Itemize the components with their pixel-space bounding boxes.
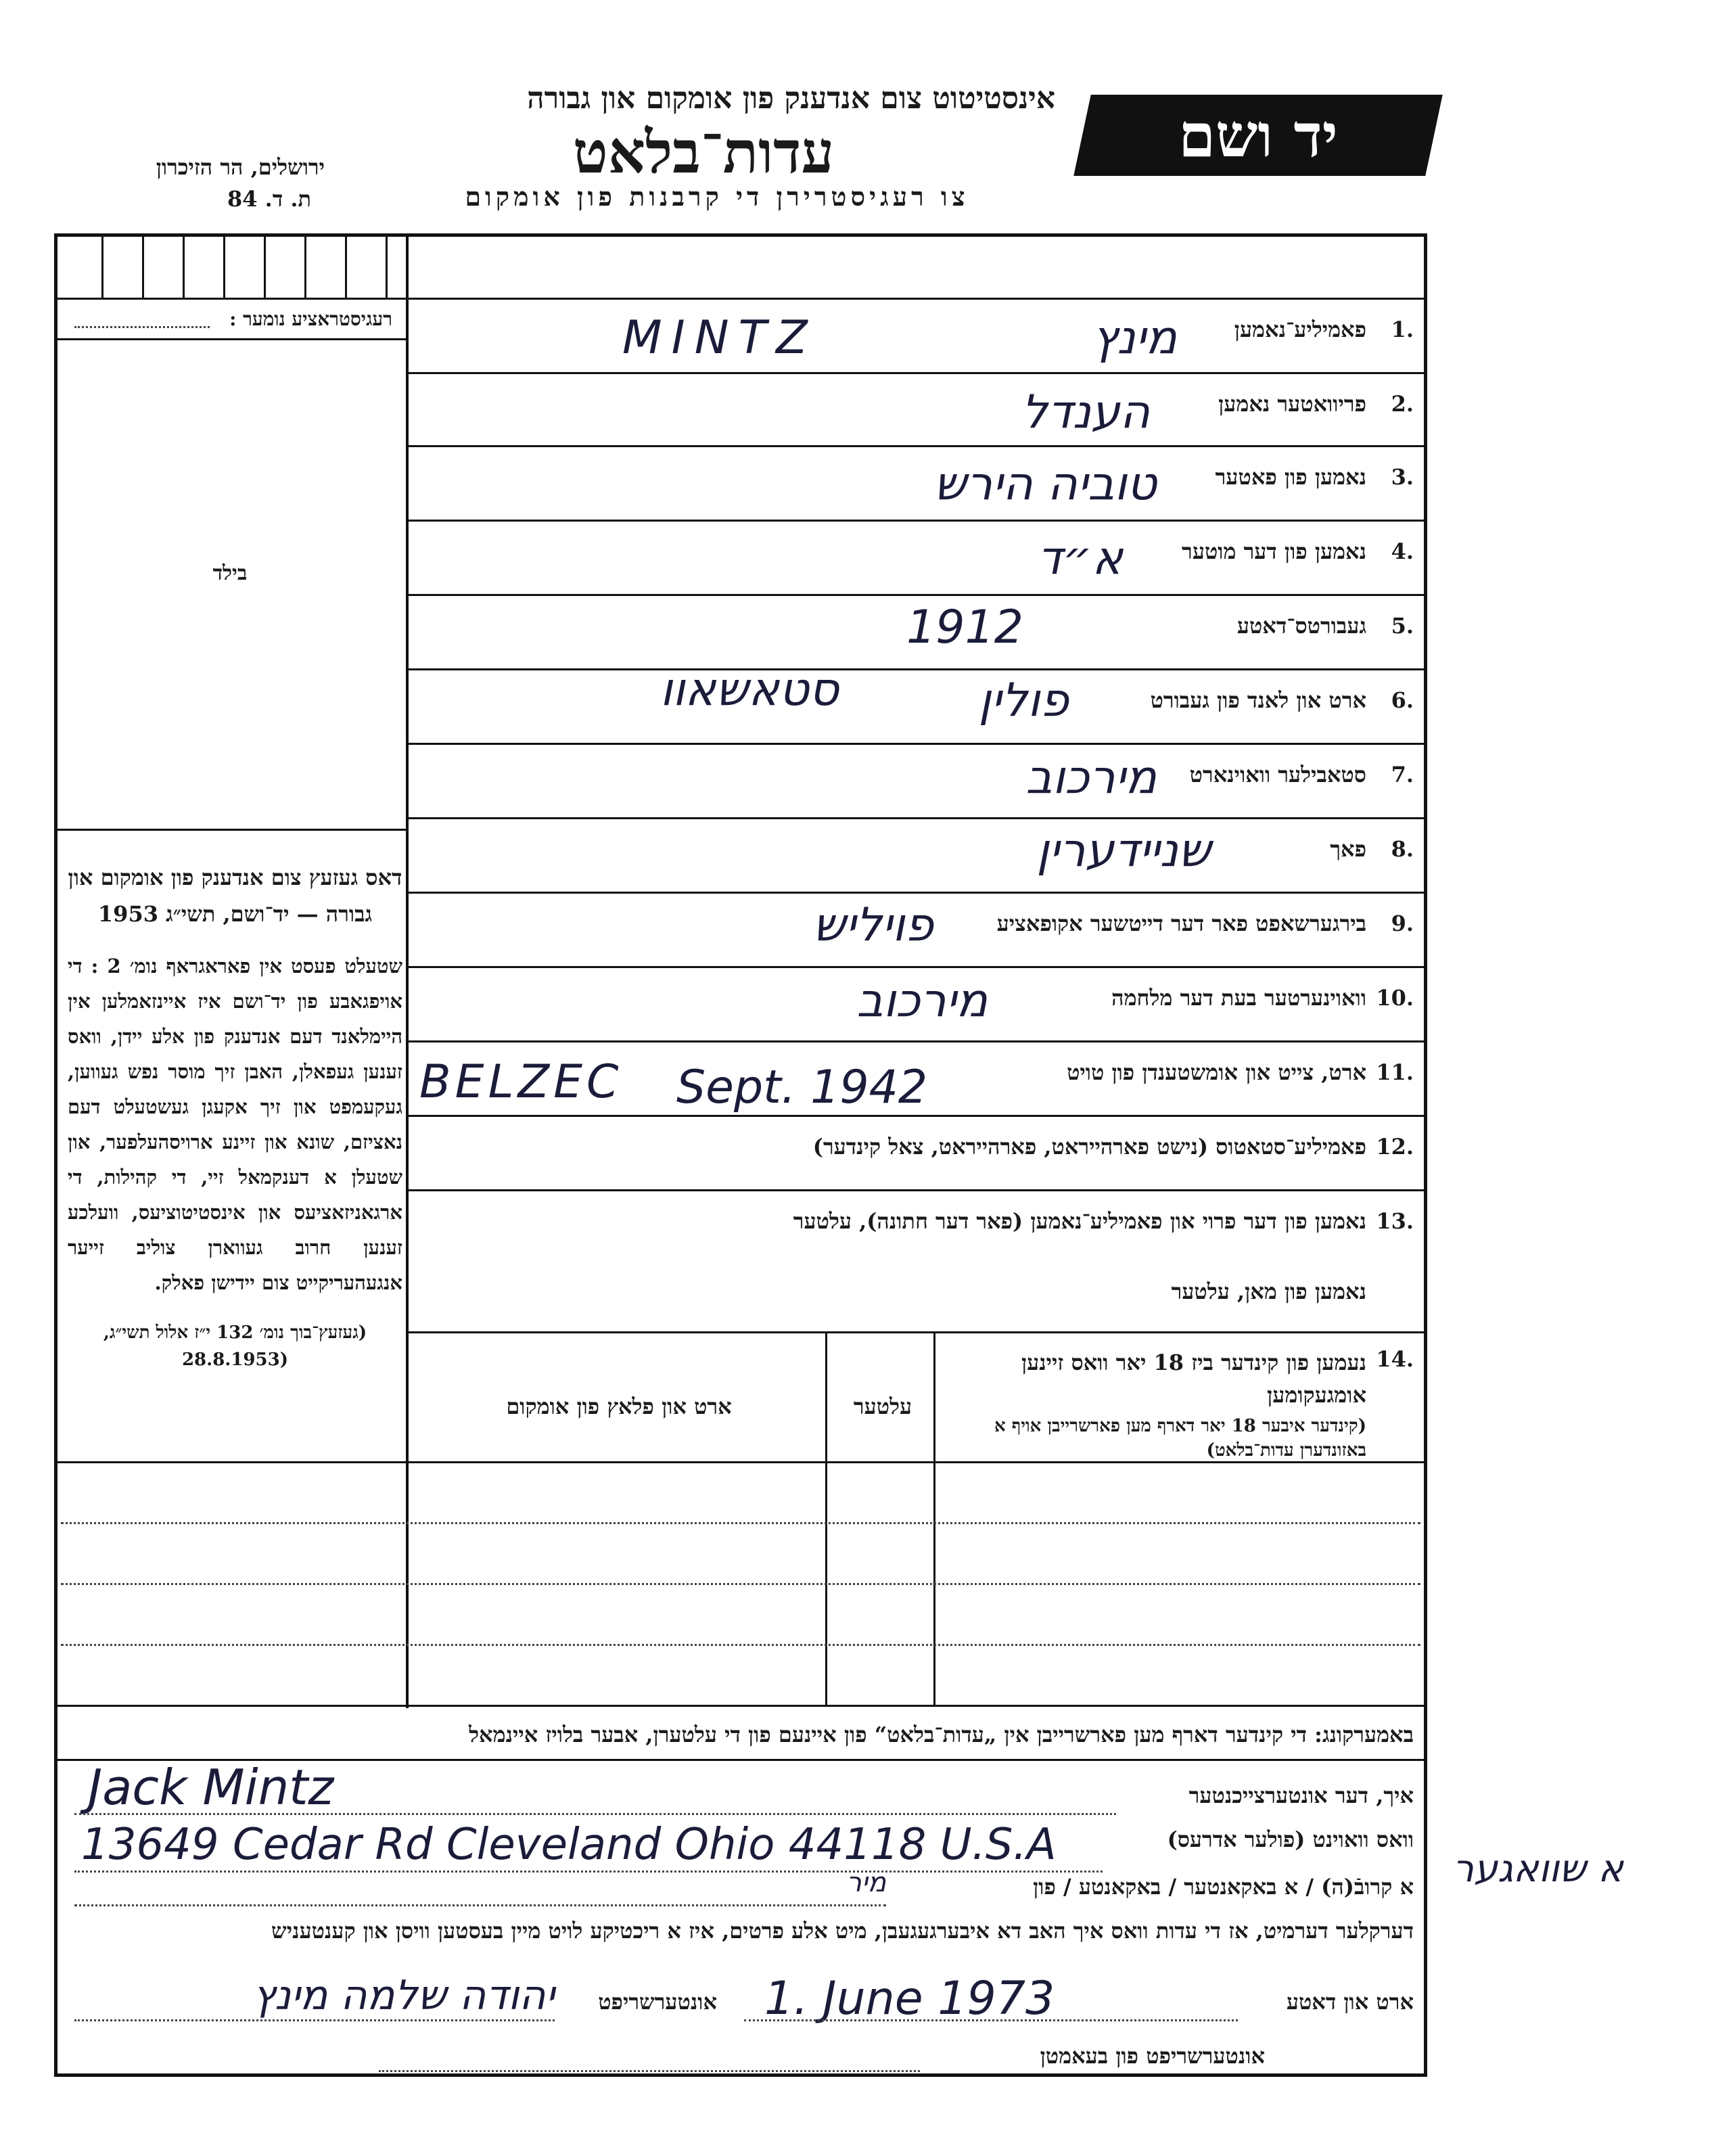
father-name-label: נאמען פון פאטער	[1215, 464, 1366, 490]
law-body: שטעלט פעסט אין פאראגראף נומ׳ 2 : די אויפגאבע פון יד־ושם איז איינזאמלען אין היימלאנד דעם אנדענק פון אלע יידן, וואס זענען געפאלן, האבן זיך מוסר נפש געווען, געקעמפט און זיך אקעגן געשטעלט דעם נאציזם, שונא און זיינע ארויסהעלפער, און שטעלן א דענקמאל זיי, די קהילות, די ארגאניזאציעס און אינסטיטוציעס, וועלכע זענען חרוב געווארן צוליב זייער אנגעהעריקייט צום יידישן פאלק.	[68, 955, 402, 1294]
reg-cell	[223, 237, 225, 298]
photo-label: בילד	[212, 561, 248, 585]
row-number: 5.	[1391, 613, 1414, 639]
family-name-value[interactable]: מינץ	[1092, 311, 1177, 365]
column-divider	[406, 233, 409, 1708]
row-rule	[406, 1331, 1427, 1333]
row-number: 14.	[1376, 1346, 1414, 1372]
wartime-residence-label: וואוינערטער בעת דער מלחמה	[1111, 985, 1366, 1011]
row-rule	[406, 594, 1427, 596]
birthplace-label: ארט און לאנד פון געבורט	[1150, 687, 1366, 713]
reg-cell	[304, 237, 306, 298]
wife-name-label: נאמען פון דער פרוי און פאמיליע־נאמען (פאר דער חתונה), עלטער	[793, 1208, 1366, 1234]
row-rule	[406, 966, 1427, 968]
law-citation: (געזעץ־בוך נומ׳ 132 י״ז אלול תשי״ג, (28.8.1953	[103, 1323, 367, 1370]
row-rule	[406, 1040, 1427, 1042]
address-value[interactable]: 13649 Cedar Rd Cleveland Ohio 44118 U.S.A	[81, 1820, 1057, 1870]
birth-town-value[interactable]: סטאשאוו	[660, 663, 839, 716]
signature-label: אונטערשריפט	[598, 1989, 717, 2015]
birth-date-value[interactable]: 1912	[906, 601, 1024, 654]
signer-line	[74, 1813, 1116, 1815]
citizenship-label: בירגערשאפט פאר דער דייטשער אקופאציע	[996, 911, 1366, 936]
children-note: (קינדער איבער 18 יאר דארף מען פארשרייבן אויף א באזונדערן עדות־בלאט)	[994, 1416, 1366, 1461]
row-number: 12.	[1376, 1134, 1414, 1160]
address-line	[74, 1871, 1103, 1873]
address-label: וואס וואוינט (פולער אדרעס)	[1167, 1827, 1414, 1852]
reg-cell	[264, 237, 266, 298]
main-top-rule	[406, 298, 1427, 300]
mother-name-label: נאמען פון דער מוטער	[1182, 538, 1366, 564]
reg-cell	[142, 237, 144, 298]
birth-country-value[interactable]: פולין	[978, 674, 1069, 727]
signer-name-value[interactable]: Jack Mintz	[88, 1759, 334, 1816]
signer-label: איך, דער אונטערצייכנטער	[1188, 1783, 1414, 1808]
children-label: נעמען פון קינדער ביז 18 יאר וואס זיינען אומגעקומען	[1021, 1350, 1366, 1408]
reg-cell	[183, 237, 185, 298]
row-rule	[406, 1115, 1427, 1117]
row-number: 6.	[1391, 687, 1414, 713]
row-number: 10.	[1376, 985, 1414, 1011]
law-title: דאס געזעץ צום אנדענק פון אומקום און גבורה — יד־ושם, תשי״ג 1953	[68, 865, 402, 927]
mother-name-value[interactable]: א״ד	[1037, 532, 1123, 585]
row-number: 11.	[1376, 1059, 1414, 1085]
table-col-divider	[825, 1331, 827, 1705]
row-rule	[406, 743, 1427, 745]
reg-cell	[101, 237, 103, 298]
private-name-value[interactable]: הענדל	[1021, 386, 1150, 439]
relation-town-value[interactable]: מיר	[846, 1867, 886, 1898]
residence-label: סטאבילער וואוינארט	[1189, 762, 1366, 787]
row-rule	[406, 445, 1427, 447]
children-place-header: ארט און פלאץ פון אומקום	[506, 1394, 732, 1419]
death-date-value[interactable]: Sept. 1942	[676, 1061, 928, 1114]
official-signature-label: אונטערשריפט פון בעאמטן	[1040, 2043, 1265, 2069]
page-subtitle: צו רעגיסטרירן די קרבנות פון אומקום	[465, 181, 969, 212]
wartime-residence-value[interactable]: מירכוב	[856, 974, 988, 1028]
place-date-value[interactable]: 1. June 1973	[764, 1972, 1055, 2025]
death-circumstances-label: ארט, צייט און אומשטענדן פון טויט	[1067, 1059, 1366, 1085]
husband-name-label: נאמען פון מאן, עלטער	[1171, 1279, 1366, 1304]
row-number: 9.	[1391, 911, 1414, 936]
birth-date-label: געבורטס־דאטע	[1236, 613, 1366, 639]
row-rule	[406, 520, 1427, 522]
row-number: 8.	[1391, 836, 1414, 862]
family-name-label: פאמיליע־נאמען	[1234, 317, 1366, 342]
row-number: 1.	[1391, 317, 1414, 342]
reg-cells-bottom	[54, 298, 406, 300]
photo-box-bottom	[54, 829, 406, 831]
children-age-header: עלטער	[853, 1394, 912, 1419]
relation-line	[74, 1904, 886, 1906]
address-line: ירושלים, הר הזיכרון	[156, 154, 325, 180]
row-rule	[406, 1189, 1427, 1191]
place-date-line	[744, 2019, 1238, 2021]
row-number: 3.	[1391, 464, 1414, 490]
signature-line	[74, 2019, 555, 2021]
photo-box-top	[54, 338, 406, 340]
children-entry-line[interactable]	[61, 1583, 1420, 1585]
po-box: ת. ד. 84	[227, 186, 311, 212]
profession-label: פאך	[1330, 836, 1366, 862]
yad-vashem-logo: יד ושם	[1178, 100, 1338, 170]
row-number: 13.	[1376, 1208, 1414, 1234]
law-text	[68, 859, 402, 1373]
death-place-value[interactable]: BELZEC	[419, 1055, 623, 1109]
row-number: 7.	[1391, 762, 1414, 787]
institute-name: אינסטיטוט צום אנדענק פון אומקום און גבורה	[527, 81, 1055, 116]
table-header-rule	[54, 1461, 1427, 1463]
place-date-label: ארט און דאטע	[1286, 1989, 1414, 2015]
family-name-latin-value[interactable]: MINTZ	[622, 311, 817, 365]
signature-value[interactable]: יהודה שלמה מינץ	[252, 1972, 555, 2019]
page-title: עדות־בלאט	[572, 118, 835, 187]
row-number: 2.	[1391, 391, 1414, 417]
row-rule	[406, 817, 1427, 819]
registration-number-label: רעגיסטראציע נומער :	[229, 308, 392, 330]
row-rule	[406, 372, 1427, 374]
remark-text: באמערקונג: די קינדער דארף מען פארשרייבן אין „עדות־בלאט“ פון איינעם פון די עלטערן, אבער בלויז איינמאל	[469, 1722, 1414, 1747]
row-number: 4.	[1391, 538, 1414, 564]
father-name-value[interactable]: טוביה הירש	[933, 457, 1157, 511]
children-entry-line[interactable]	[61, 1644, 1420, 1646]
citizenship-value[interactable]: פויליש	[812, 898, 933, 952]
private-name-label: פריוואטער נאמען	[1218, 391, 1366, 417]
residence-value[interactable]: מירכוב	[1025, 751, 1157, 804]
table-col-divider	[933, 1331, 935, 1705]
reg-cell	[386, 237, 388, 298]
row-rule	[406, 892, 1427, 894]
family-status-label: פאמיליע־סטאטוס (נישט פארהייראט, פארהייראט, צאל קינדער)	[812, 1134, 1366, 1160]
table-bottom-rule	[54, 1705, 1427, 1707]
children-entry-line[interactable]	[61, 1522, 1420, 1524]
declaration-text: דערקלער דערמיט, אז די עדות וואס איך האב דא איבערגעגעבן, מיט אלע פרטים, איז א ריכטיקע לויט מיין בעסטען וויסן און קענטעניש	[271, 1918, 1414, 1944]
relation-label: א קרובֿ(ה) / א באקאנטער / באקאנטע / פון	[1033, 1874, 1414, 1900]
official-signature-line[interactable]	[379, 2070, 920, 2072]
relation-margin-note[interactable]: א שוואגער	[1452, 1847, 1623, 1891]
reg-cell	[345, 237, 347, 298]
profession-value[interactable]: שניידערין	[1036, 824, 1211, 877]
registration-number-field[interactable]	[74, 326, 210, 328]
